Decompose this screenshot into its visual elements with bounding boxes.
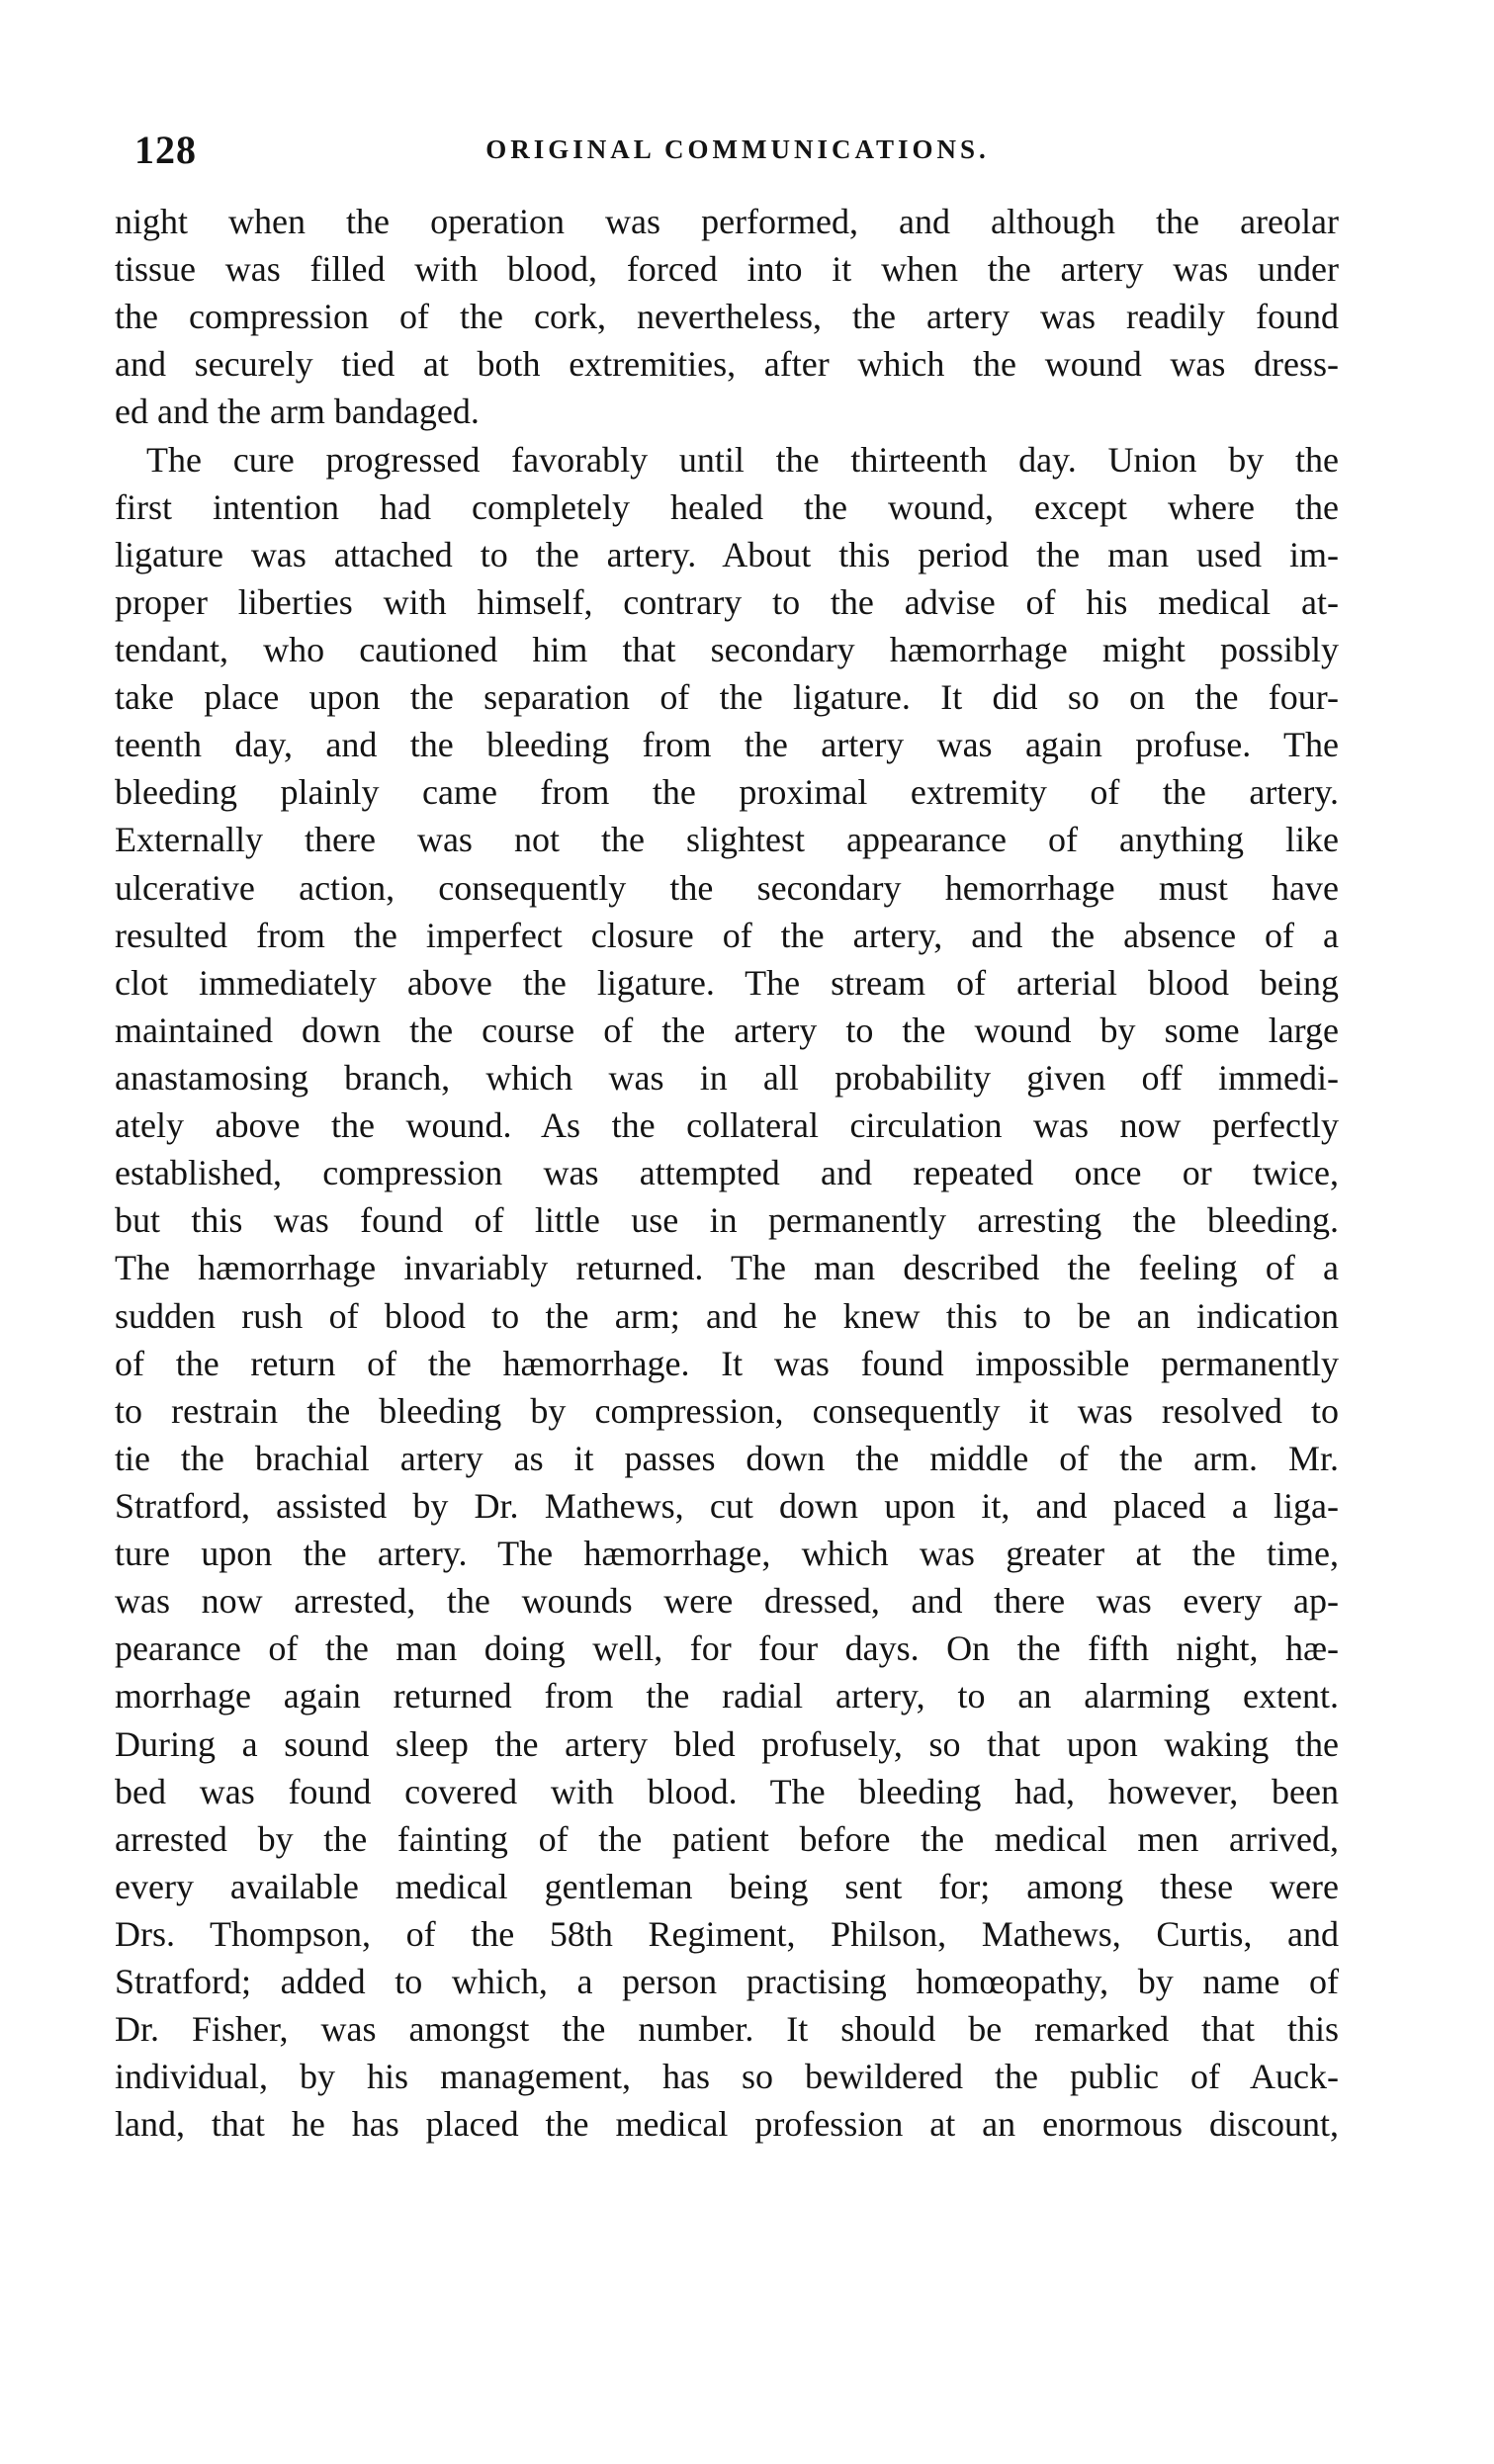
text-line: During a sound sleep the artery bled profusely, so that upon waking the bbox=[115, 1723, 1339, 1764]
text-line: bed was found covered with blood. The bleeding had, however, been bbox=[115, 1771, 1339, 1811]
text-line: and securely tied at both extremities, after which the wound was dress- bbox=[115, 344, 1339, 385]
text-line: sudden rush of blood to the arm; and he knew this to be an indication bbox=[115, 1295, 1339, 1336]
text-line: maintained down the course of the artery to the wound by some large bbox=[115, 1010, 1339, 1050]
page-number: 128 bbox=[134, 128, 197, 172]
text-line: anastamosing branch, which was in all probability given off immedi- bbox=[115, 1057, 1339, 1098]
text-line: morrhage again returned from the radial artery, to an alarming extent. bbox=[115, 1676, 1339, 1716]
text-line: night when the operation was performed, and although the areolar bbox=[115, 202, 1339, 241]
text-line: The hæmorrhage invariably returned. The man described the feeling of a bbox=[115, 1248, 1339, 1288]
text-line: first intention had completely healed the wound, except where the bbox=[115, 486, 1339, 527]
text-line: ately above the wound. As the collateral circulation was now perfectly bbox=[115, 1105, 1339, 1146]
text-line: land, that he has placed the medical profession at an enormous discount, bbox=[115, 2104, 1339, 2145]
text-line: Externally there was not the slightest appearance of anything like bbox=[115, 820, 1339, 860]
text-line: Dr. Fisher, was amongst the number. It should be remarked that this bbox=[115, 2009, 1339, 2050]
text-line: established, compression was attempted and repeated once or twice, bbox=[115, 1153, 1339, 1193]
text-line: tie the brachial artery as it passes down the middle of the arm. Mr. bbox=[115, 1438, 1339, 1478]
paragraph-start-line: The cure progressed favorably until the thirteenth day. Union by the bbox=[146, 439, 1339, 480]
text-line: take place upon the separation of the ligature. It did so on the four- bbox=[115, 677, 1339, 718]
text-line: ed and the arm bandaged. bbox=[115, 392, 480, 432]
text-line: the compression of the cork, nevertheless, the artery was readily found bbox=[115, 297, 1339, 337]
text-line: Stratford; added to which, a person practising homœopathy, by name of bbox=[115, 1962, 1339, 2002]
text-line: bleeding plainly came from the proximal extremity of the artery. bbox=[115, 772, 1339, 813]
text-line: tendant, who cautioned him that secondary hæmorrhage might possibly bbox=[115, 629, 1339, 669]
running-title: ORIGINAL COMMUNICATIONS. bbox=[485, 134, 990, 164]
text-line: pearance of the man doing well, for four days. On the fifth night, hæ- bbox=[115, 1628, 1339, 1669]
text-line: teenth day, and the bleeding from the artery was again profuse. The bbox=[115, 725, 1339, 765]
text-line: ture upon the artery. The hæmorrhage, which was greater at the time, bbox=[115, 1534, 1339, 1574]
text-line: Stratford, assisted by Dr. Mathews, cut down upon it, and placed a liga- bbox=[115, 1485, 1339, 1526]
text-line: of the return of the hæmorrhage. It was found impossible permanently bbox=[115, 1343, 1339, 1383]
text-line: ligature was attached to the artery. About this period the man used im- bbox=[115, 534, 1339, 574]
text-line: to restrain the bleeding by compression, consequently it was resolved to bbox=[115, 1390, 1339, 1431]
body-text bbox=[115, 198, 1339, 2148]
text-line: resulted from the imperfect closure of the artery, and the absence of a bbox=[115, 915, 1339, 955]
text-line: every available medical gentleman being sent for; among these were bbox=[115, 1866, 1339, 1906]
text-line: clot immediately above the ligature. The stream of arterial blood being bbox=[115, 962, 1339, 1003]
text-line: was now arrested, the wounds were dressed, and there was every ap- bbox=[115, 1581, 1339, 1622]
text-line: but this was found of little use in permanently arresting the bleeding. bbox=[115, 1200, 1339, 1241]
text-line: Drs. Thompson, of the 58th Regiment, Philson, Mathews, Curtis, and bbox=[115, 1913, 1339, 1954]
text-line: arrested by the fainting of the patient before the medical men arrived, bbox=[115, 1818, 1339, 1859]
text-line: proper liberties with himself, contrary to the advise of his medical at- bbox=[115, 581, 1339, 622]
text-line: ulcerative action, consequently the secondary hemorrhage must have bbox=[115, 867, 1339, 908]
text-line: tissue was filled with blood, forced into it when the artery was under bbox=[115, 249, 1339, 290]
text-line: individual, by his management, has so bewildered the public of Auck- bbox=[115, 2057, 1339, 2097]
page-header bbox=[134, 127, 1341, 186]
